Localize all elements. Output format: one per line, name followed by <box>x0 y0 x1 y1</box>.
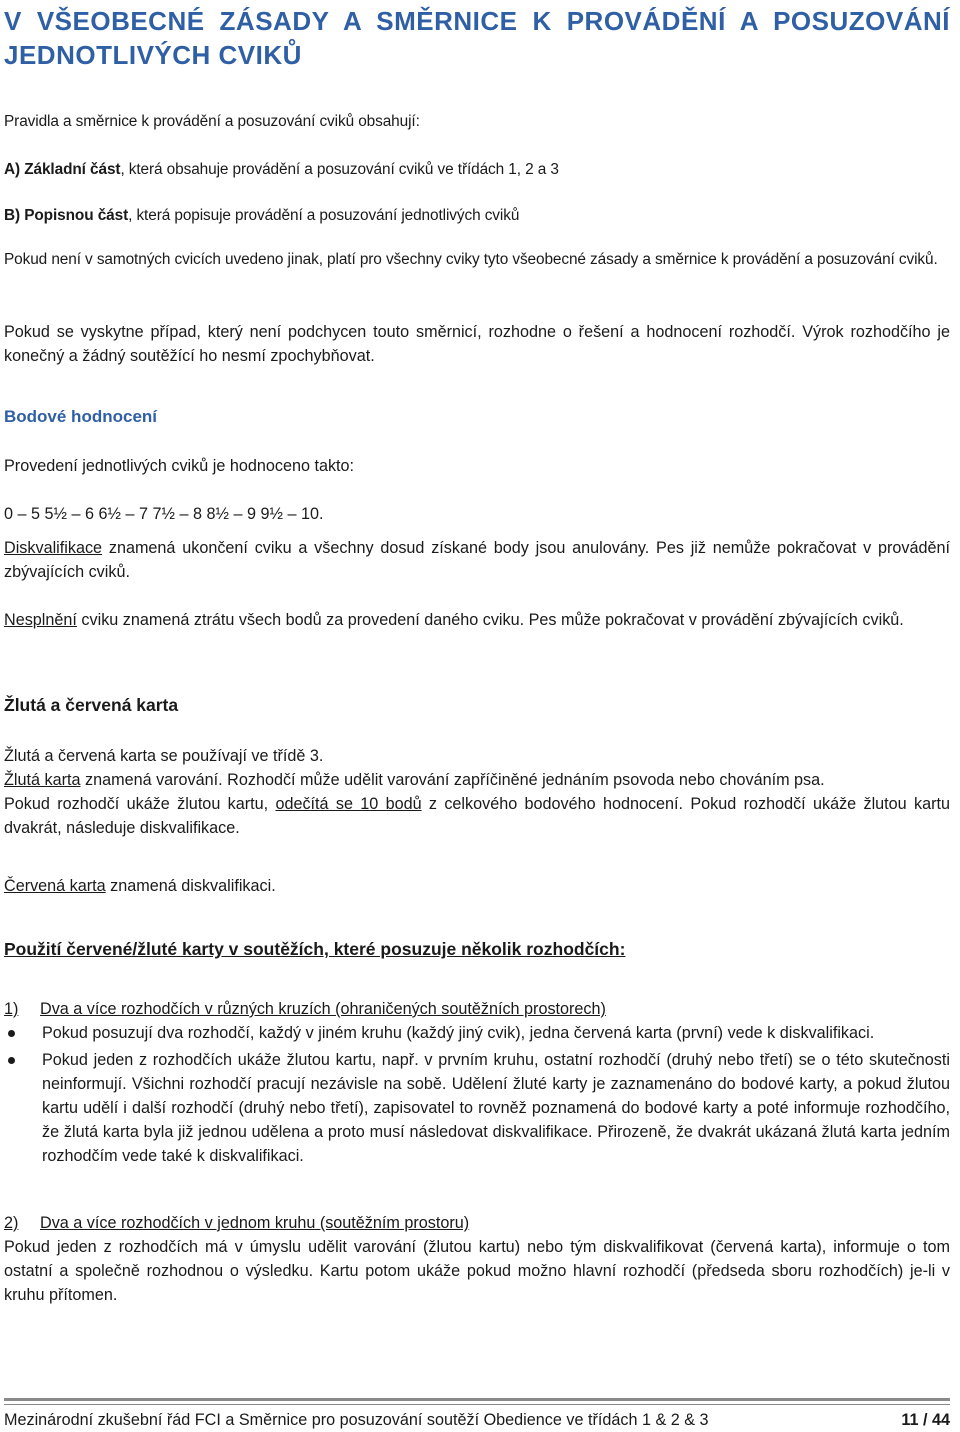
part-a-label: A) Základní část <box>4 161 121 178</box>
failure-paragraph <box>4 608 950 632</box>
part-a-line <box>4 158 950 182</box>
red-card-text: znamená diskvalifikaci. <box>105 877 276 895</box>
case-2-paragraph: Pokud jeden z rozhodčích má v úmyslu udělit varování (žlutou kartu) nebo tým diskvalifikovat (červená karta), informuje o tom ostatní a společně rozhodnou o výsledku. Kartu potom ukáže pokud možno hlavní rozhodčí (předseda sboru rozhodčích) je-li v kruhu přítomen. <box>4 1238 950 1304</box>
scoring-heading: Bodové hodnocení <box>4 407 157 426</box>
part-b-text: , která popisuje provádění a posuzování jednotlivých cviků <box>128 207 520 224</box>
bullet-icon <box>8 1030 15 1037</box>
case-1-title: Dva a více rozhodčích v různých kruzích (ohraničených soutěžních prostorech) <box>40 1000 606 1018</box>
multi-judge-heading: Použití červené/žluté karty v soutěžích, které posuzuje několik rozhodčích: <box>4 939 626 959</box>
footer-title: Mezinárodní zkušební řád FCI a Směrnice pro posuzování soutěží Obedience ve třídách 1 & 2 & 3 <box>4 1411 709 1429</box>
case-2-heading <box>4 1211 950 1235</box>
scoring-scale: 0 – 5 5½ – 6 6½ – 7 7½ – 8 8½ – 9 9½ – 10. <box>4 505 324 523</box>
general-paragraph: Pokud není v samotných cvicích uvedeno jinak, platí pro všechny cviky tyto všeobecné zásady a směrnice k provádění a posuzování cviků. <box>4 251 938 268</box>
cards-line-1: Žlutá a červená karta se používají ve třídě 3. <box>4 747 324 765</box>
scoring-intro: Provedení jednotlivých cviků je hodnoceno takto: <box>4 457 355 475</box>
deduction-text-post: z celkového bodového hodnocení. Pokud rozhodčí ukáže žlutou kartu dvakrát, následuje diskvalifikace. <box>4 795 950 837</box>
judge-paragraph: Pokud se vyskytne případ, který není podchycen touto směrnicí, rozhodne o řešení a hodnocení rozhodčí. Výrok rozhodčího je konečný a žádný soutěžící ho nesmí zpochybňovat. <box>4 323 950 365</box>
deduction-term: odečítá se 10 bodů <box>275 795 422 813</box>
failure-term: Nesplnění <box>4 611 77 629</box>
deduction-paragraph <box>4 792 950 840</box>
page-number: 11 / 44 <box>901 1411 950 1429</box>
intro-text: Pravidla a směrnice k provádění a posuzování cviků obsahují: <box>4 113 420 130</box>
case-1-bullet-list <box>4 1021 950 1168</box>
case-1-number: 1) <box>4 1000 19 1018</box>
list-item <box>4 1048 950 1168</box>
case-1-heading <box>4 997 950 1021</box>
disqualification-paragraph <box>4 536 950 584</box>
yellow-card-text: znamená varování. Rozhodčí může udělit varování zapříčiněné jednáním psovoda nebo chováním psa. <box>80 771 825 789</box>
page-heading: V VŠEOBECNÉ ZÁSADY A SMĚRNICE K PROVÁDĚNÍ A POSUZOVÁNÍ JEDNOTLIVÝCH CVIKŮ <box>4 6 950 70</box>
case-2-title: Dva a více rozhodčích v jednom kruhu (soutěžním prostoru) <box>40 1214 470 1232</box>
part-b-label: B) Popisnou část <box>4 207 129 224</box>
deduction-text-pre: Pokud rozhodčí ukáže žlutou kartu, <box>4 795 276 813</box>
part-a-text: , která obsahuje provádění a posuzování cviků ve třídách 1, 2 a 3 <box>120 161 559 178</box>
yellow-card-line <box>4 768 950 792</box>
bullet-1-text: Pokud posuzují dva rozhodčí, každý v jiném kruhu (každý jiný cvik), jedna červená karta (první) vede k diskvalifikaci. <box>42 1024 875 1042</box>
disqualification-term: Diskvalifikace <box>4 539 103 557</box>
cards-heading: Žlutá a červená karta <box>4 695 179 715</box>
case-2-number: 2) <box>4 1214 19 1232</box>
disqualification-text: znamená ukončení cviku a všechny dosud získané body jsou anulovány. Pes již nemůže pokračovat v provádění zbývajících cviků. <box>4 539 950 581</box>
yellow-card-term: Žlutá karta <box>4 771 81 789</box>
list-item <box>4 1021 950 1045</box>
failure-text: cviku znamená ztrátu všech bodů za provedení daného cviku. Pes může pokračovat v provádění zbývajících cviků. <box>76 611 904 629</box>
footer-divider-thin <box>4 1404 950 1405</box>
part-b-line <box>4 204 950 228</box>
bullet-icon <box>8 1057 15 1064</box>
red-card-term: Červená karta <box>4 877 106 895</box>
footer-divider <box>4 1398 950 1401</box>
page-footer <box>4 1408 950 1432</box>
red-card-line <box>4 874 950 898</box>
bullet-2-text: Pokud jeden z rozhodčích ukáže žlutou kartu, např. v prvním kruhu, ostatní rozhodčí (druhý nebo třetí) se o této skutečnosti neinformují. Všichni rozhodčí pracují nezávisle na sobě. Udělení žluté karty je zaznamenáno do bodové karty, a pokud žlutou kartu udělí i další rozhodčí (druhý nebo třetí), zapisovatel to rovněž poznamená do bodové karty a poté informuje rozhodčího, že žlutá karta byla již jednou udělena a proto musí následovat diskvalifikace. Přirozeně, že dvakrát ukázaná žlutá karta jedním rozhodčím vede také k diskvalifikaci. <box>42 1051 950 1165</box>
